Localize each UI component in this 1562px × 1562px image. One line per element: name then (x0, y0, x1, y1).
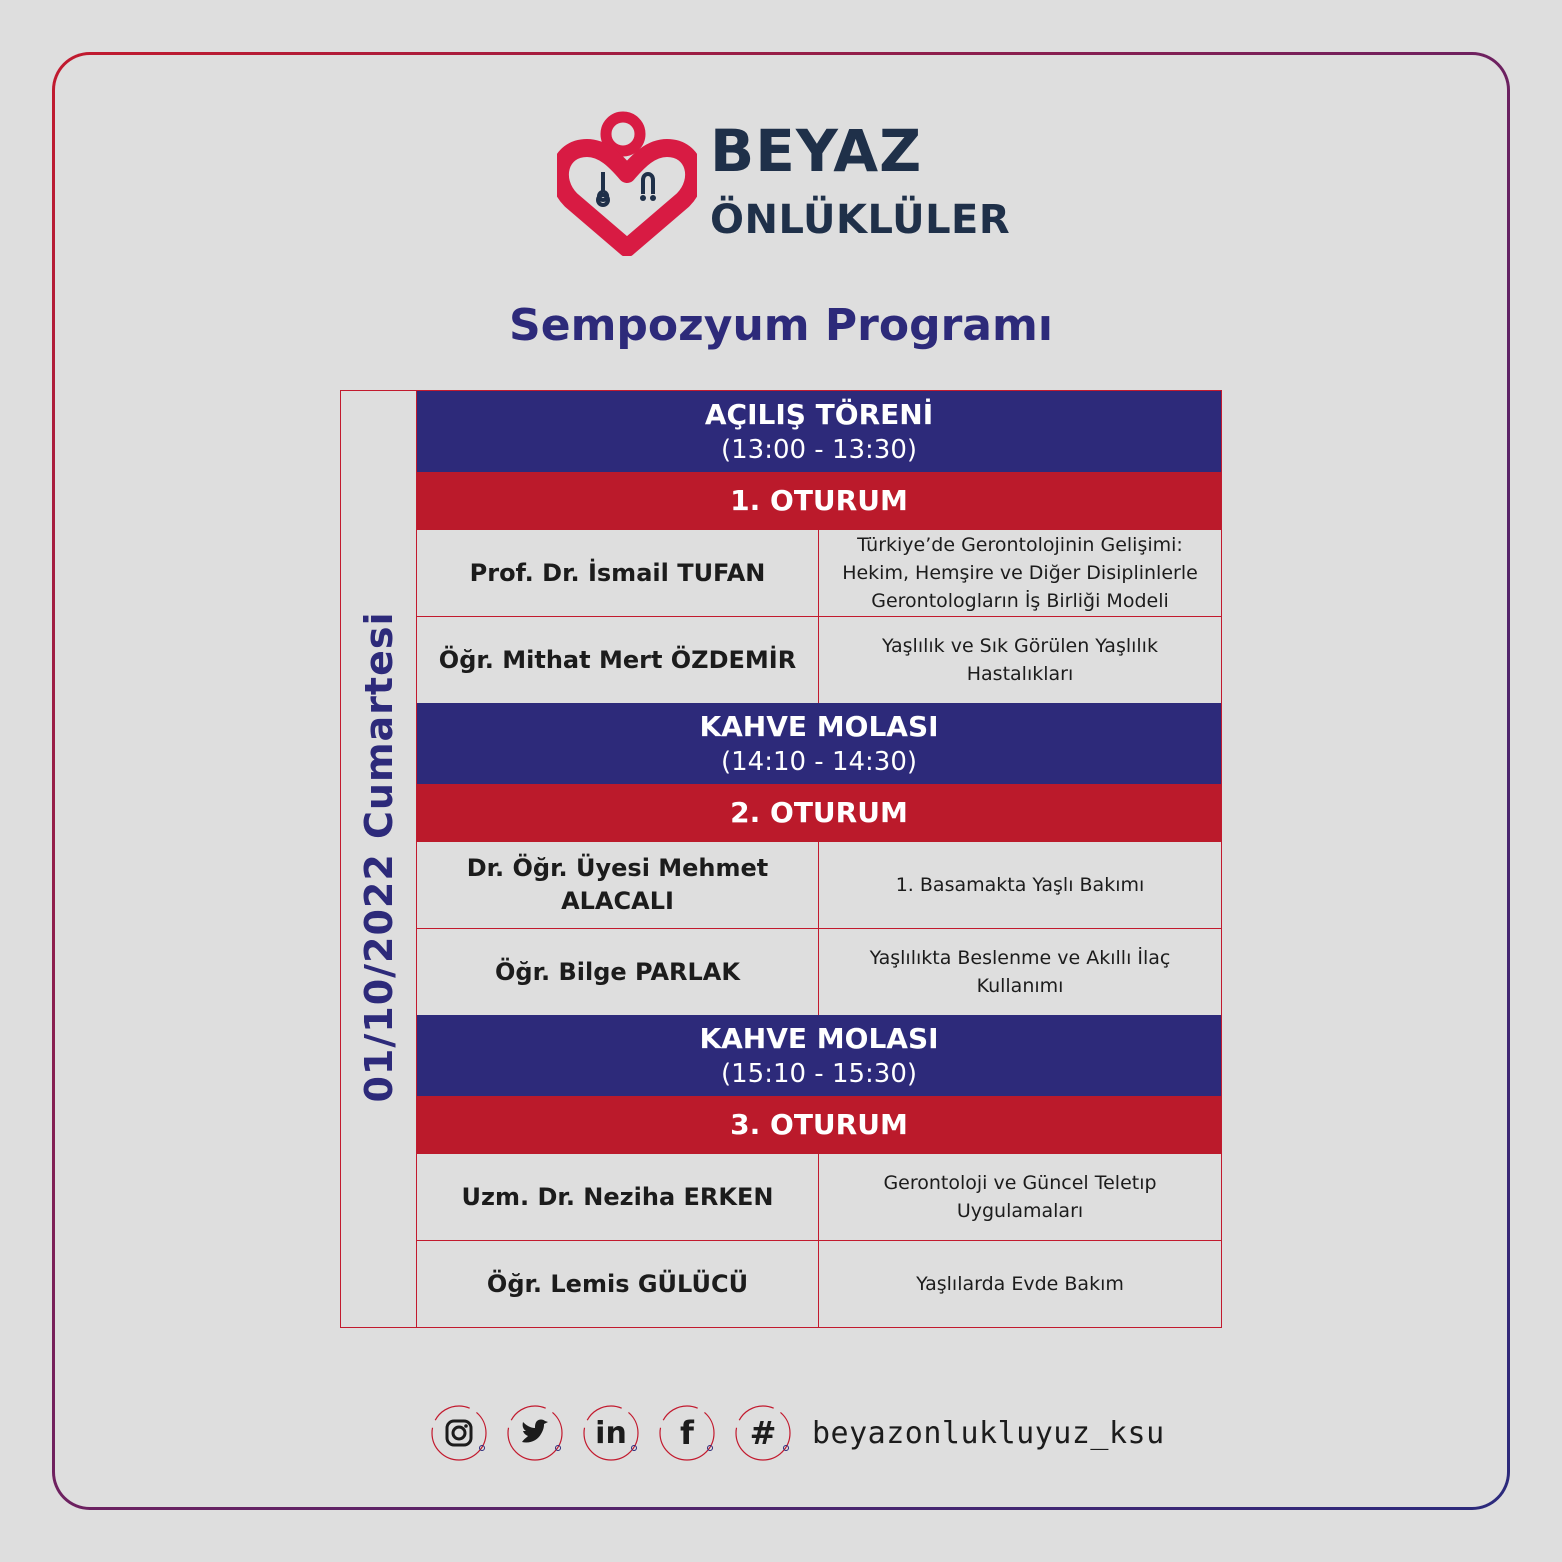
talk-topic: Gerontoloji ve Güncel Teletıp Uygulamaları (883, 1172, 1157, 1222)
social-handle[interactable]: beyazonlukluyuz_ksu (812, 1415, 1165, 1451)
speaker-name: Prof. Dr. İsmail TUFAN (417, 530, 819, 616)
linkedin-glyph: in (595, 1415, 627, 1451)
talk-topic: 1. Basamakta Yaşlı Bakımı (895, 874, 1145, 896)
facebook-icon[interactable] (658, 1404, 716, 1462)
talk-topic: Yaşlılarda Evde Bakım (916, 1273, 1124, 1295)
talk-topic: Yaşlılık ve Sık Görülen Yaşlılık Hastalıkları (882, 635, 1158, 685)
social-footer (430, 1402, 1165, 1464)
speaker-name: Uzm. Dr. Neziha ERKEN (417, 1154, 819, 1240)
band-time: (15:10 - 15:30) (720, 1058, 918, 1089)
talk-row (417, 1241, 1221, 1327)
date-column (341, 391, 417, 1327)
speaker-name: Öğr. Mithat Mert ÖZDEMİR (417, 617, 819, 703)
brand-name-line1: BEYAZ (710, 117, 923, 185)
talk-row (417, 1154, 1221, 1241)
speaker-name: Öğr. Bilge PARLAK (417, 929, 819, 1015)
linkedin-icon[interactable] (582, 1404, 640, 1462)
hashtag-glyph: # (749, 1414, 777, 1452)
facebook-glyph: f (680, 1414, 694, 1452)
band-title: KAHVE MOLASI (699, 1021, 939, 1055)
session-1-header: 1. OTURUM (417, 472, 1221, 530)
band-title: AÇILIŞ TÖRENİ (704, 397, 934, 431)
talk-topic: Yaşlılıkta Beslenme ve Akıllı İlaç Kullanımı (869, 947, 1171, 997)
talk-row (417, 530, 1221, 617)
talk-row (417, 842, 1221, 929)
schedule-rows (417, 391, 1221, 1327)
brand-name-line2: ÖNLÜKLÜLER (710, 197, 1011, 243)
speaker-name: Öğr. Lemis GÜLÜCÜ (417, 1241, 819, 1327)
twitter-icon[interactable] (506, 1404, 564, 1462)
session-3-header: 3. OTURUM (417, 1096, 1221, 1154)
heart-logo-icon (557, 108, 697, 256)
band-title: KAHVE MOLASI (699, 709, 939, 743)
schedule-table (340, 390, 1222, 1328)
talk-row (417, 617, 1221, 703)
session-2-header: 2. OTURUM (417, 784, 1221, 842)
opening-ceremony-band (417, 391, 1221, 472)
date-label: 01/10/2022 Cumartesi (357, 611, 401, 1103)
instagram-icon[interactable] (430, 1404, 488, 1462)
hashtag-icon[interactable] (734, 1404, 792, 1462)
coffee-break-band (417, 1015, 1221, 1096)
talk-row (417, 929, 1221, 1015)
coffee-break-band (417, 703, 1221, 784)
speaker-name: Dr. Öğr. Üyesi Mehmet ALACALI (417, 842, 819, 928)
band-time: (13:00 - 13:30) (720, 434, 918, 465)
page-title: Sempozyum Programı (509, 300, 1053, 351)
talk-topic: Türkiye’de Gerontolojinin Gelişimi: Hekim, Hemşire ve Diğer Disiplinlerle Gerontologların İş Birliği Modeli (842, 534, 1198, 612)
band-time: (14:10 - 14:30) (720, 746, 918, 777)
